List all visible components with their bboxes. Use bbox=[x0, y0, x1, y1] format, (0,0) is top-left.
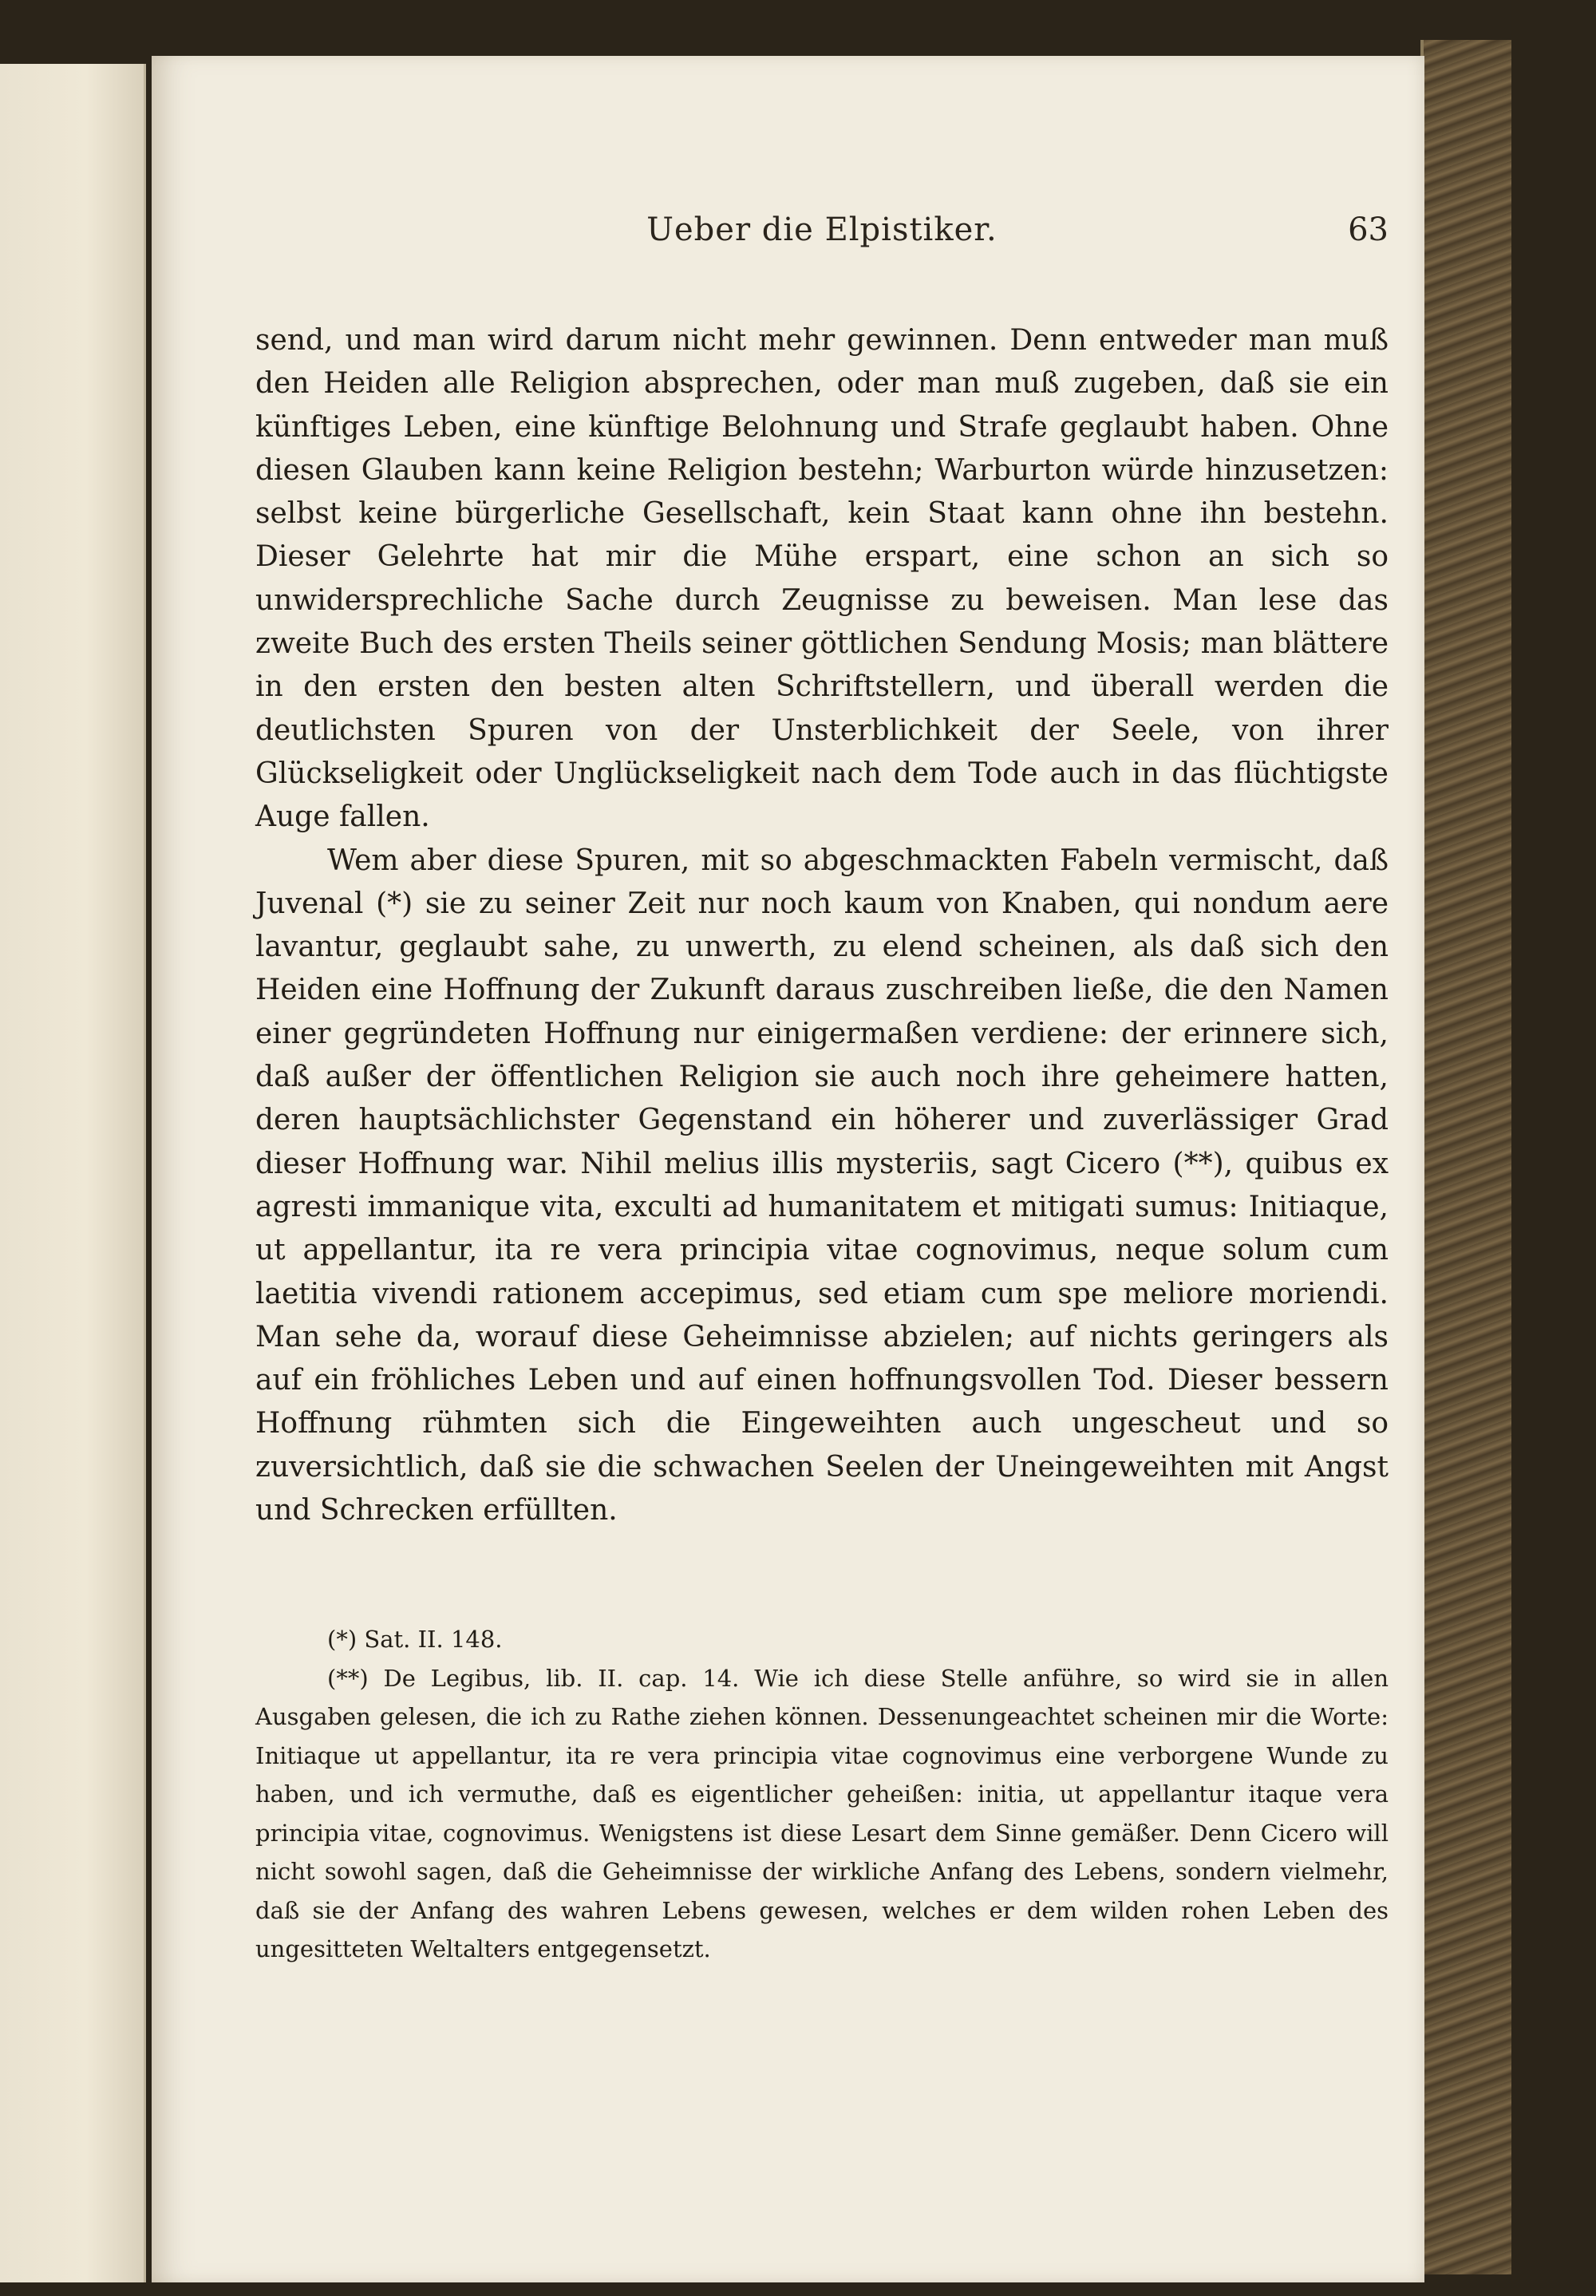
footnotes bbox=[255, 1620, 1389, 1969]
body-text bbox=[255, 319, 1389, 1532]
page-header bbox=[255, 211, 1389, 267]
running-title: Ueber die Elpistiker. bbox=[646, 211, 998, 248]
paragraph: send, und man wird darum nicht mehr gewinnen. Denn entweder man muß den Heiden alle Religion absprechen, oder man muß zugeben, daß sie ein künftiges Leben, eine künftige Belohnung und Strafe geglaubt haben. Ohne diesen Glauben kann keine Religion bestehn; Warburton würde hinzusetzen: selbst keine bürgerliche Gesellschaft, kein Staat kann ohne ihn bestehn. Dieser Gelehrte hat mir die Mühe erspart, eine schon an sich so unwidersprechliche Sache durch Zeugnisse zu beweisen. Man lese das zweite Buch des ersten Theils seiner göttlichen Sendung Mosis; man blättere in den ersten den besten alten Schriftstellern, und überall werden die deutlichsten Spuren von der Unsterblichkeit der Seele, von ihrer Glückseligkeit oder Unglückseligkeit nach dem Tode auch in das flüchtigste Auge fallen. bbox=[255, 324, 1389, 834]
paragraph: Wem aber diese Spuren, mit so abgeschmackten Fabeln vermischt, daß Juvenal (*) sie zu seiner Zeit nur noch kaum von Knaben, qui nondum aere lavantur, geglaubt sahe, zu unwerth, zu elend scheinen, als daß sich den Heiden eine Hoffnung der Zukunft daraus zuschreiben ließe, die den Namen einer gegründeten Hoffnung nur einigermaßen verdiene: der erinnere sich, daß außer der öffentlichen Religion sie auch noch ihre geheimere hatten, deren hauptsächlichster Gegenstand ein höherer und zuverlässiger Grad dieser Hoffnung war. Nihil melius illis mysteriis, sagt Cicero (**), quibus ex agresti immanique vita, exculti ad humanitatem et mitigati sumus: Initiaque, ut appellantur, ita re vera principia vitae cognovimus, neque solum cum laetitia vivendi rationem accepimus, sed etiam cum spe meliore moriendi. Man sehe da, worauf diese Geheimnisse abzielen; auf nichts geringers als auf ein fröhliches Leben und auf einen hoffnungsvollen Tod. Dieser bessern Hoffnung rühmten sich die Eingeweihten auch ungescheut und so zuversichtlich, daß sie die schwachen Seelen der Uneingeweihten mit Angst und Schrecken erfüllten. bbox=[255, 844, 1389, 1527]
book-cover-edge bbox=[1420, 40, 1511, 2274]
book-page bbox=[152, 56, 1424, 2282]
facing-page-edge bbox=[0, 64, 146, 2282]
footnote: (**) De Legibus, lib. II. cap. 14. Wie ich diese Stelle anführe, so wird sie in allen Ausgaben gelesen, die ich zu Rathe ziehen können. Dessenungeachtet scheinen mir die Worte: Initiaque ut appellantur, ita re vera principia vitae cognovimus eine verborgene Wunde zu haben, und ich vermuthe, daß es eigentlicher geheißen: initia, ut appellantur itaque vera principia vitae, cognovimus. Wenigstens ist diese Lesart dem Sinne gemäßer. Denn Cicero will nicht sowohl sagen, daß die Geheimnisse der wirkliche Anfang des Lebens, sondern vielmehr, daß sie der Anfang des wahren Lebens gewesen, welches er dem wilden rohen Leben des ungesitteten Weltalters entgegensetzt. bbox=[255, 1664, 1389, 1962]
page-number: 63 bbox=[1348, 211, 1389, 248]
footnote: (*) Sat. II. 148. bbox=[327, 1626, 503, 1653]
